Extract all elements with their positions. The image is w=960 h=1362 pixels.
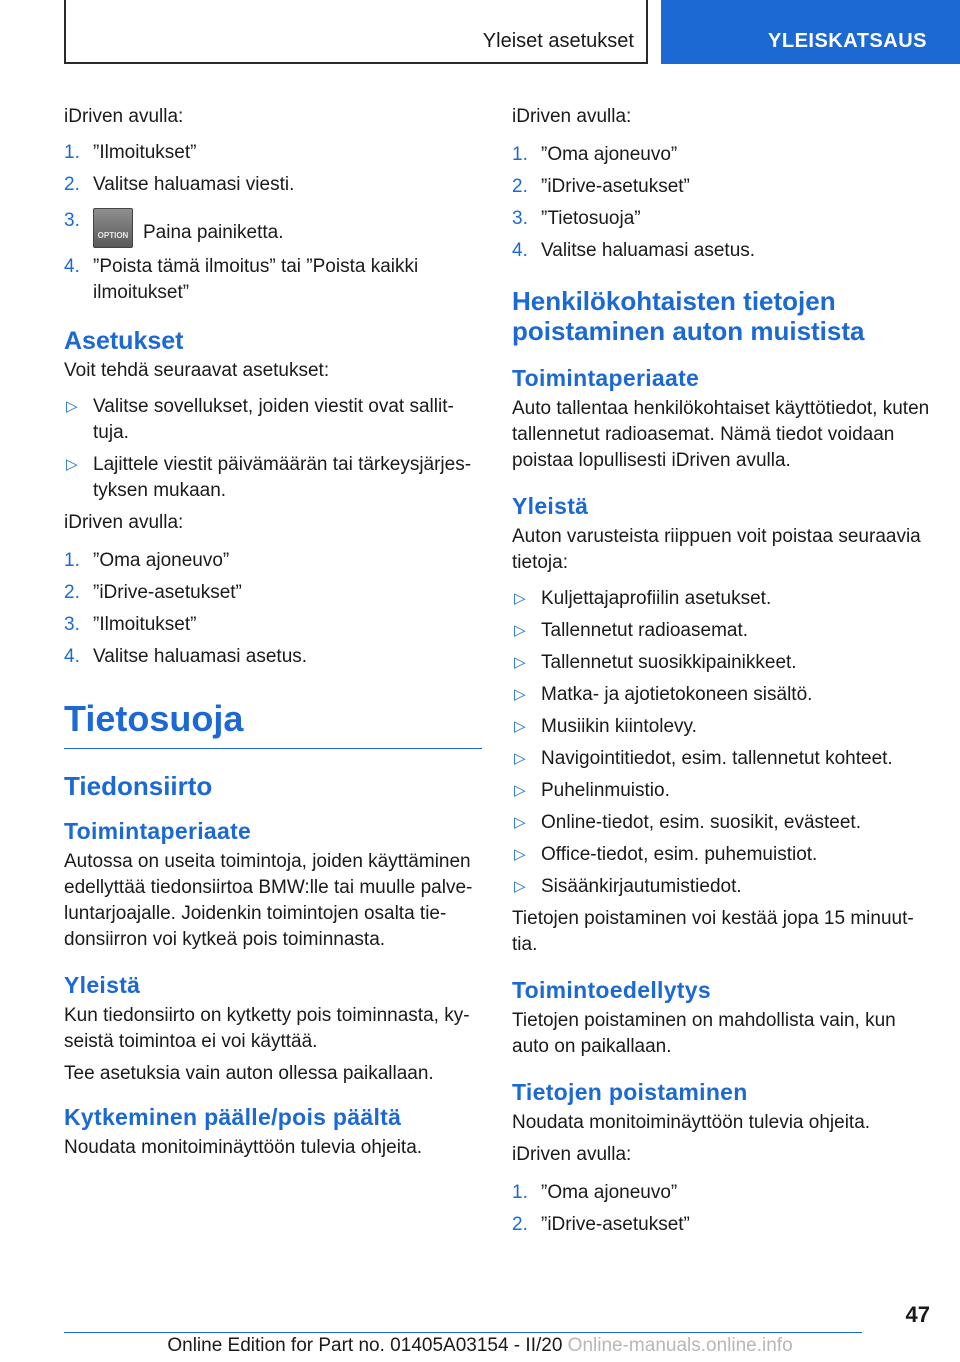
heading-toimintaperiaate: Toimintaperiaate (512, 365, 700, 391)
heading-yleista: Yleistä (64, 972, 141, 998)
steps-list (64, 140, 482, 306)
list-item: ▷ Kuljettajaprofiilin asetukset. (512, 586, 932, 612)
step-number: 2. (64, 582, 80, 603)
triangle-right-icon: ▷ (514, 686, 526, 703)
list-item: ▷ Online-tiedot, esim. suosikit, evästeet. (512, 810, 932, 836)
step-number: 1. (64, 142, 80, 163)
header-chapter-title: YLEISKATSAUS (768, 30, 927, 52)
poistaminen-text: Noudata monitoiminäyttöön tulevia ohjeita. (512, 1112, 871, 1133)
steps-list (512, 1180, 932, 1238)
yleista-text: Auton varusteista riippuen voit poistaa seuraavia tietoja: (512, 526, 921, 573)
step-number: 3. (64, 210, 80, 231)
footer-edition (0, 1335, 960, 1357)
intro-text: iDriven avulla: (512, 1144, 632, 1165)
list-item (64, 208, 482, 248)
list-item: 3. ”Ilmoitukset” (64, 612, 482, 638)
list-item: 2. ”iDrive-asetukset” (64, 580, 482, 606)
step-number: 4. (512, 240, 528, 261)
list-item: ▷ Office-tiedot, esim. puhemuistiot. (512, 842, 932, 868)
footer-edition-text: Online Edition for Part no. 01405A03154 - II/20 (167, 1335, 563, 1356)
list-item: 1. ”Oma ajoneuvo” (512, 1180, 932, 1206)
list-item: ▷ Tallennetut suosikkipainikkeet. (512, 650, 932, 676)
step-text: ”Poista tämä ilmoitus” tai ”Poista kaikki ilmoitukset” (93, 256, 419, 303)
step-text: Valitse haluamasi viesti. (93, 174, 295, 195)
triangle-right-icon: ▷ (514, 718, 526, 735)
chapter-heading-tietosuoja: Tietosuoja (64, 698, 482, 749)
heading-asetukset: Asetukset (64, 327, 184, 355)
right-column (512, 104, 932, 1244)
left-column (64, 104, 482, 1167)
toimintaperiaate-text: Autossa on useita toimintoja, joiden käyttäminen edellyttää tiedonsiirtoa BMW:lle tai muulle palveluntarjoajalle. Joidenkin toimintojen osalta tiedonsiirron voi kytkeä pois toiminnasta. (64, 851, 473, 950)
step-number: 1. (64, 550, 80, 571)
triangle-right-icon: ▷ (514, 654, 526, 671)
yleista-text: Tee asetuksia vain auton ollessa paikallaan. (64, 1063, 434, 1084)
list-item: 2. ”iDrive-asetukset” (512, 174, 932, 200)
triangle-right-icon: ▷ (514, 622, 526, 639)
step-number: 3. (64, 614, 80, 635)
intro-text: iDriven avulla: (64, 512, 184, 533)
triangle-right-icon: ▷ (514, 846, 526, 863)
footer-watermark: Online-manuals.online.info (567, 1335, 793, 1356)
step-number: 2. (64, 174, 80, 195)
list-item: ▷ Musiikin kiintolevy. (512, 714, 932, 740)
step-number: 1. (512, 144, 528, 165)
list-item: 4. Valitse haluamasi asetus. (512, 238, 932, 264)
toimintaperiaate-text: Auto tallentaa henkilökohtaiset käyttötiedot, kuten tallennetut radioasemat. Nämä tiedot voidaan poistaa lopullisesti iDriven avulla. (512, 398, 930, 471)
footer-divider (64, 1332, 862, 1333)
triangle-right-icon: ▷ (514, 750, 526, 767)
heading-toimintoedellytys: Toimintoedellytys (512, 977, 711, 1003)
heading-toimintaperiaate: Toimintaperiaate (64, 818, 252, 844)
triangle-right-icon: ▷ (514, 878, 526, 895)
list-item: ▷ Lajittele viestit päivämäärän tai tärkeysjärjestyksen mukaan. (66, 454, 472, 501)
header-chapter-tab (661, 0, 960, 64)
list-item: ▷ Tallennetut radioasemat. (512, 618, 932, 644)
yleista-text: Kun tiedonsiirto on kytketty pois toiminnasta, kyseistä toimintoa ei voi käyttää. (64, 1005, 470, 1052)
heading-yleista: Yleistä (512, 493, 589, 519)
list-item (64, 254, 482, 306)
header-section-title: Yleiset asetukset (482, 30, 634, 52)
header-section-box (64, 0, 648, 64)
bullet-list (512, 586, 932, 900)
kytkeminen-text: Noudata monitoiminäyttöön tulevia ohjeita. (64, 1137, 423, 1158)
list-item (64, 172, 482, 198)
heading-tietojen-poistaminen: Tietojen poistaminen (512, 1079, 748, 1105)
step-number: 3. (512, 208, 528, 229)
step-text: ”Ilmoitukset” (93, 142, 197, 163)
option-button-icon: OPTION (93, 208, 133, 248)
step-text: Paina painiketta. (143, 222, 284, 243)
page-number: 47 (905, 1302, 930, 1327)
heading-kytkeminen: Kytkeminen päälle/pois päältä (64, 1104, 402, 1130)
bullet-list (64, 394, 482, 504)
triangle-right-icon: ▷ (66, 456, 78, 473)
steps-list (512, 142, 932, 264)
list-item: ▷ Valitse sovellukset, joiden viestit ovat sallittuja. (66, 396, 454, 443)
triangle-right-icon: ▷ (66, 398, 78, 415)
list-item: 2. ”iDrive-asetukset” (512, 1212, 932, 1238)
list-item: 4. Valitse haluamasi asetus. (64, 644, 482, 670)
duration-text: Tietojen poistaminen voi kestää jopa 15 minuuttia. (512, 908, 914, 955)
step-number: 2. (512, 176, 528, 197)
triangle-right-icon: ▷ (514, 782, 526, 799)
step-number: 1. (512, 1182, 528, 1203)
list-item: 1. ”Oma ajoneuvo” (64, 548, 482, 574)
step-number: 4. (64, 256, 80, 277)
heading-tiedonsiirto: Tiedonsiirto (64, 771, 213, 801)
list-item: ▷ Puhelinmuistio. (512, 778, 932, 804)
list-item (64, 140, 482, 166)
list-item: ▷ Navigointitiedot, esim. tallennetut kohteet. (512, 746, 932, 772)
list-item: ▷ Matka- ja ajotietokoneen sisältö. (512, 682, 932, 708)
intro-text: iDriven avulla: (512, 106, 632, 127)
list-item: ▷ Sisäänkirjautumistiedot. (512, 874, 932, 900)
toimintoedellytys-text: Tietojen poistaminen on mahdollista vain, kun auto on paikallaan. (512, 1010, 896, 1057)
triangle-right-icon: ▷ (514, 590, 526, 607)
steps-list (64, 548, 482, 670)
step-number: 4. (64, 646, 80, 667)
list-item: 3. ”Tietosuoja” (512, 206, 932, 232)
asetukset-text: Voit tehdä seuraavat asetukset: (64, 360, 330, 381)
intro-text: iDriven avulla: (64, 106, 184, 127)
list-item: 1. ”Oma ajoneuvo” (512, 142, 932, 168)
triangle-right-icon: ▷ (514, 814, 526, 831)
heading-henkilokohtaisten-tietojen: Henkilökohtaisten tietojen poistaminen auton muistista (512, 286, 865, 346)
step-number: 2. (512, 1214, 528, 1235)
